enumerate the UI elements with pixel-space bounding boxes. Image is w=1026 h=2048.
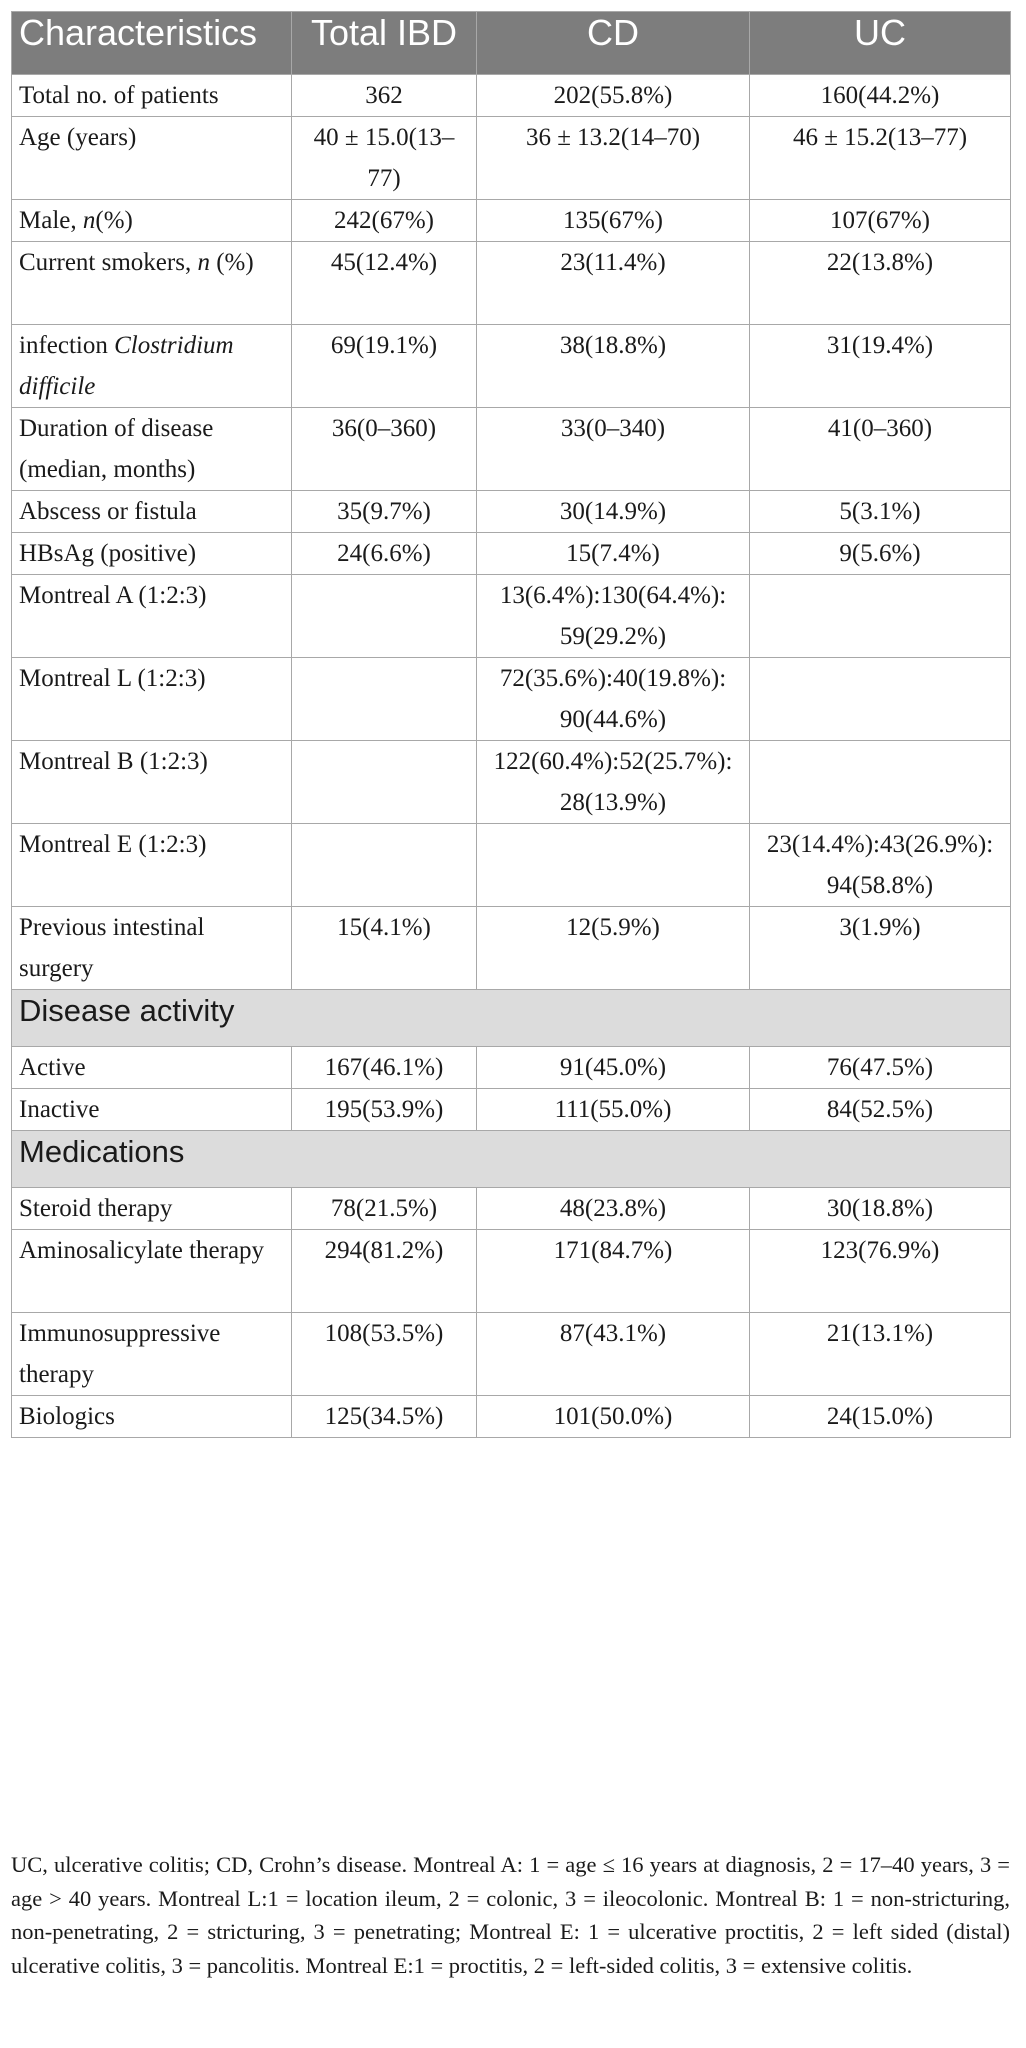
cell-cd: 87(43.1%)	[477, 1313, 750, 1396]
cell-total-ibd: 45(12.4%)	[292, 242, 477, 325]
cell-uc: 84(52.5%)	[750, 1089, 1011, 1131]
cell-total-ibd: 40 ± 15.0(13–77)	[292, 117, 477, 200]
row-label-italic: n	[197, 249, 210, 276]
table-row	[12, 658, 1011, 741]
header-uc: UC	[750, 12, 1011, 75]
cell-uc: 3(1.9%)	[750, 907, 1011, 990]
row-label-text-end: (%)	[209, 249, 254, 276]
cell-total-ibd	[292, 741, 477, 824]
cell-cd	[477, 824, 750, 907]
row-label-italic: n	[82, 207, 96, 234]
cell-uc: 30(18.8%)	[750, 1188, 1011, 1230]
cell-total-ibd: 24(6.6%)	[292, 533, 477, 575]
table-row	[12, 242, 1011, 325]
row-label: HBsAg (positive)	[12, 533, 292, 575]
row-label: Age (years)	[12, 117, 292, 200]
cell-total-ibd: 195(53.9%)	[292, 1089, 477, 1131]
cell-total-ibd: 108(53.5%)	[292, 1313, 477, 1396]
cell-cd: 202(55.8%)	[477, 75, 750, 117]
table-row	[12, 1396, 1011, 1438]
row-label: Montreal A (1:2:3)	[12, 575, 292, 658]
row-label: Steroid therapy	[12, 1188, 292, 1230]
cell-total-ibd: 294(81.2%)	[292, 1230, 477, 1313]
cell-total-ibd	[292, 658, 477, 741]
cell-total-ibd: 362	[292, 75, 477, 117]
characteristics-table-container	[11, 11, 1010, 1438]
table-row	[12, 1188, 1011, 1230]
cell-total-ibd: 125(34.5%)	[292, 1396, 477, 1438]
cell-cd: 48(23.8%)	[477, 1188, 750, 1230]
cell-cd: 12(5.9%)	[477, 907, 750, 990]
row-label: Inactive	[12, 1089, 292, 1131]
cell-total-ibd: 78(21.5%)	[292, 1188, 477, 1230]
cell-total-ibd: 69(19.1%)	[292, 325, 477, 408]
cell-uc: 5(3.1%)	[750, 491, 1011, 533]
table-row	[12, 1089, 1011, 1131]
cell-cd: 111(55.0%)	[477, 1089, 750, 1131]
characteristics-table	[11, 11, 1011, 1438]
row-label	[12, 325, 292, 408]
row-label-text: infection	[19, 332, 115, 359]
table-row	[12, 1047, 1011, 1089]
cell-cd: 15(7.4%)	[477, 533, 750, 575]
cell-cd: 36 ± 13.2(14–70)	[477, 117, 750, 200]
cell-uc	[750, 741, 1011, 824]
cell-total-ibd: 167(46.1%)	[292, 1047, 477, 1089]
row-label: Montreal E (1:2:3)	[12, 824, 292, 907]
table-row	[12, 325, 1011, 408]
cell-total-ibd: 242(67%)	[292, 200, 477, 242]
cell-uc: 9(5.6%)	[750, 533, 1011, 575]
cell-cd: 135(67%)	[477, 200, 750, 242]
table-header-row	[12, 12, 1011, 75]
cell-uc: 123(76.9%)	[750, 1230, 1011, 1313]
cell-uc: 21(13.1%)	[750, 1313, 1011, 1396]
cell-cd: 101(50.0%)	[477, 1396, 750, 1438]
table-row	[12, 575, 1011, 658]
row-label: Immunosuppressive therapy	[12, 1313, 292, 1396]
table-row	[12, 117, 1011, 200]
table-row	[12, 200, 1011, 242]
cell-uc: 76(47.5%)	[750, 1047, 1011, 1089]
header-total-ibd: Total IBD	[292, 12, 477, 75]
table-row	[12, 533, 1011, 575]
cell-total-ibd	[292, 575, 477, 658]
table-row	[12, 75, 1011, 117]
row-label: Active	[12, 1047, 292, 1089]
cell-uc: 31(19.4%)	[750, 325, 1011, 408]
cell-total-ibd: 15(4.1%)	[292, 907, 477, 990]
table-footnote: UC, ulcerative colitis; CD, Crohn’s disease. Montreal A: 1 = age ≤ 16 years at diagnosis, 2 = 17–40 years, 3 = age > 40 years. Montreal L:1 = location ileum, 2 = colonic, 3 = ileocolonic. Montreal B: 1 = non-stricturing, non-penetrating, 2 = stricturing, 3 = penetrating; Montreal E: 1 = ulcerative proctitis, 2 = left sided (distal) ulcerative colitis, 3 = pancolitis. Montreal E:1 = proctitis, 2 = left-sided colitis, 3 = extensive colitis.	[11, 1852, 1010, 1978]
row-label: Previous intestinal surgery	[12, 907, 292, 990]
section-title-medications: Medications	[12, 1131, 1011, 1188]
row-label	[12, 242, 292, 325]
cell-cd: 72(35.6%):40(19.8%): 90(44.6%)	[477, 658, 750, 741]
cell-total-ibd: 35(9.7%)	[292, 491, 477, 533]
table-row	[12, 824, 1011, 907]
table-row	[12, 491, 1011, 533]
cell-uc: 46 ± 15.2(13–77)	[750, 117, 1011, 200]
row-label	[12, 200, 292, 242]
cell-cd: 122(60.4%):52(25.7%): 28(13.9%)	[477, 741, 750, 824]
row-label-text: Current smokers,	[19, 249, 198, 276]
row-label: Biologics	[12, 1396, 292, 1438]
cell-uc	[750, 658, 1011, 741]
cell-uc: 41(0–360)	[750, 408, 1011, 491]
row-label-italic: Clostridium difficile	[19, 332, 234, 400]
cell-uc: 24(15.0%)	[750, 1396, 1011, 1438]
row-label: Total no. of patients	[12, 75, 292, 117]
cell-cd: 171(84.7%)	[477, 1230, 750, 1313]
section-title-disease-activity: Disease activity	[12, 990, 1011, 1047]
cell-cd: 30(14.9%)	[477, 491, 750, 533]
cell-uc	[750, 575, 1011, 658]
cell-cd: 38(18.8%)	[477, 325, 750, 408]
table-row	[12, 408, 1011, 491]
table-row	[12, 1313, 1011, 1396]
cell-uc: 23(14.4%):43(26.9%): 94(58.8%)	[750, 824, 1011, 907]
table-row	[12, 907, 1011, 990]
cell-uc: 107(67%)	[750, 200, 1011, 242]
cell-uc: 22(13.8%)	[750, 242, 1011, 325]
section-row-disease-activity	[12, 990, 1011, 1047]
row-label: Duration of disease (median, months)	[12, 408, 292, 491]
cell-total-ibd	[292, 824, 477, 907]
row-label-text: Male,	[19, 207, 83, 234]
cell-uc: 160(44.2%)	[750, 75, 1011, 117]
section-row-medications	[12, 1131, 1011, 1188]
row-label: Abscess or fistula	[12, 491, 292, 533]
row-label: Aminosalicylate therapy	[12, 1230, 292, 1313]
cell-cd: 91(45.0%)	[477, 1047, 750, 1089]
row-label: Montreal B (1:2:3)	[12, 741, 292, 824]
header-cd: CD	[477, 12, 750, 75]
table-row	[12, 741, 1011, 824]
row-label: Montreal L (1:2:3)	[12, 658, 292, 741]
cell-cd: 23(11.4%)	[477, 242, 750, 325]
table-row	[12, 1230, 1011, 1313]
cell-cd: 13(6.4%):130(64.4%): 59(29.2%)	[477, 575, 750, 658]
cell-cd: 33(0–340)	[477, 408, 750, 491]
cell-total-ibd: 36(0–360)	[292, 408, 477, 491]
header-characteristics: Characteristics	[12, 12, 292, 75]
row-label-text-end: (%)	[95, 207, 133, 234]
